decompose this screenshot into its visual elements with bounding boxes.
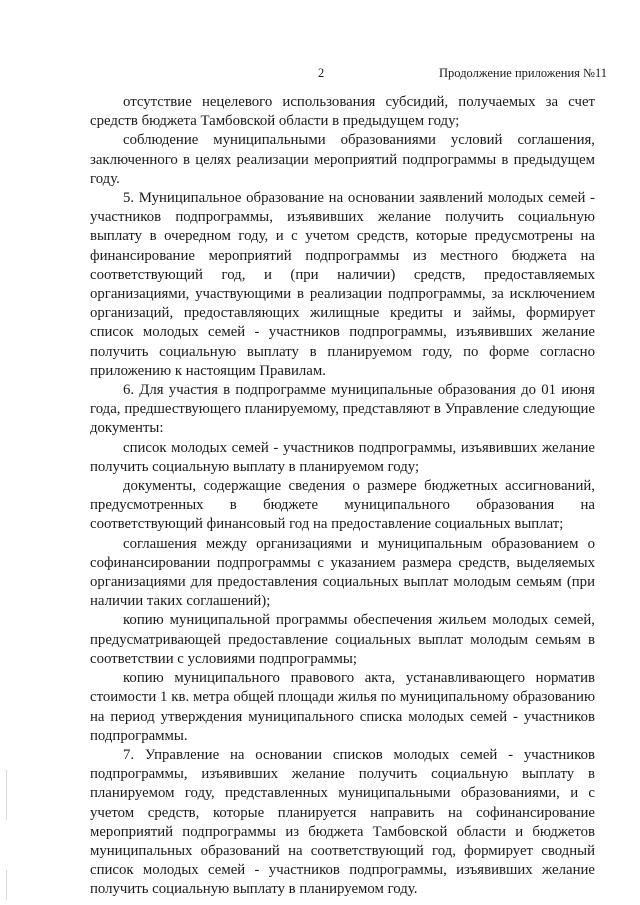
paragraph: документы, содержащие сведения о размере бюджетных ассигнований, предусмотренных в бюджете муниципального образования на соответствующий финансовый год на предоставление социальных выплат; (90, 478, 595, 533)
scan-edge-mark (6, 770, 7, 820)
paragraph: 5. Муниципальное образование на основании заявлений молодых семей - участников подпрограммы, изъявивших желание получить социальную выплату в очередном году, и с учетом средств, которые предусмотрены на финансирование мероприятий подпрограммы из местного бюджета на соответствующий год, и (при наличии) средств, предоставляемых организациями, участвующими в реализации подпрограммы, за исключением организаций, предоставляющих жилищные кредиты и займы, формирует список молодых семей - участников подпрограммы, изъявивших желание получить социальную выплату в планируемом году, по форме согласно приложению к настоящим Правилам. (90, 190, 595, 379)
document-body (90, 93, 595, 900)
page-number: 2 (318, 66, 325, 80)
paragraph: список молодых семей - участников подпрограммы, изъявивших желание получить социальную выплату в планируемом году; (90, 439, 595, 475)
paragraph: копию муниципального правового акта, устанавливающего норматив стоимости 1 кв. метра общей площади жилья по муниципальному образованию на период утверждения муниципального списка молодых семей - участников подпрограммы. (90, 670, 595, 744)
continuation-header: Продолжение приложения №11 (439, 66, 607, 80)
paragraph: соблюдение муниципальными образованиями условий соглашения, заключенного в целях реализации мероприятий подпрограммы в предыдущем году. (90, 132, 595, 187)
paragraph: копию муниципальной программы обеспечения жильем молодых семей, предусматривающей предоставление социальных выплат молодым семьям в соответствии с условиями подпрограммы; (90, 612, 595, 667)
paragraph: 7. Управление на основании списков молодых семей - участников подпрограммы, изъявивших желание получить социальную выплату в планируемом году, представленных муниципальными образованиями, и с учетом средств, которые планируется направить на софинансирование мероприятий подпрограммы из бюджета Тамбовской области и бюджетов муниципальных образований на соответствующий год, формирует сводный список молодых семей - участников подпрограммы, изъявивших желание получить социальную выплату в планируемом году. (90, 746, 595, 898)
paragraph: 6. Для участия в подпрограмме муниципальные образования до 01 июня года, предшествующего планируемому, представляют в Управление следующие документы: (90, 382, 595, 437)
paragraph: соглашения между организациями и муниципальным образованием о софинансировании подпрограммы с указанием размера средств, выделяемых организациями для предоставления социальных выплат молодым семьям (при наличии таких соглашений); (90, 535, 595, 610)
scan-edge-mark (6, 870, 7, 900)
paragraph: отсутствие нецелевого использования субсидий, получаемых за счет средств бюджета Тамбовской области в предыдущем году; (90, 94, 595, 130)
